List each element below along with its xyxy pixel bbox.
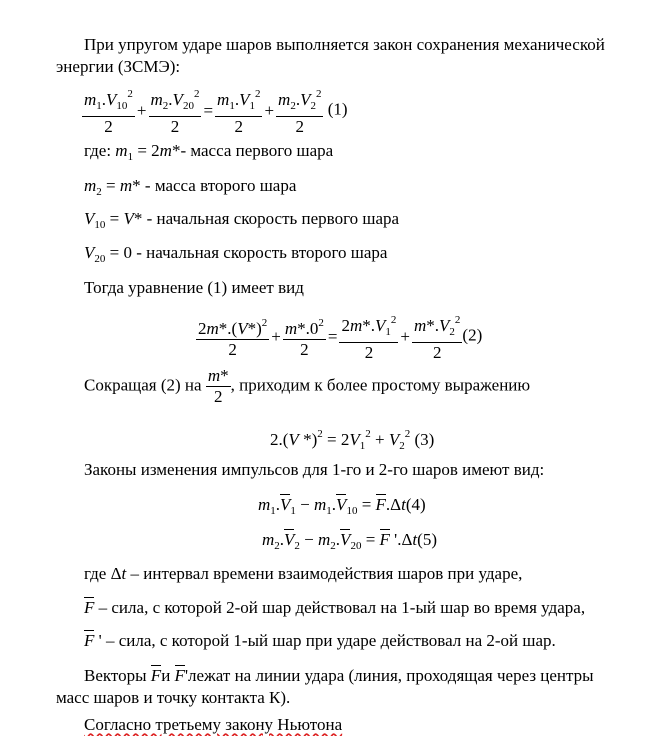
equation-label: (2) (462, 325, 483, 345)
equation-1: $\frac{m_1.V_{10}^2}{2}$ + $\frac{m_2.V_{20}^2}{2}$ = $\frac{m_1.V_1^2}{2}$ + $\frac{m_2.V_2^2}{2}$ (1) (84, 88, 348, 136)
definition-text: - масса второго шара (144, 176, 297, 195)
paragraph-line: Законы изменения импульсов для 1-го и 2-го шаров имеют вид: (84, 460, 545, 479)
vectors-suffix: лежат на линии удара (линия, проходящая через центры (188, 666, 594, 685)
paragraph-line: Тогда уравнение (1) имеет вид (84, 278, 304, 297)
newton-line (84, 714, 342, 736)
equation-label: (1) (327, 99, 348, 119)
paragraph-line: При упругом ударе шаров выполняется закон сохранения механической (84, 35, 605, 54)
vectors-and: и (161, 666, 171, 685)
definition-m1: где: $m_1 = 2m*-$ масса первого шара (84, 141, 334, 163)
definition-F-prime: F ' – сила, с которой 1-ый шар при ударе действовал на 2-ой шар. (84, 631, 556, 650)
definition-text: - начальная скорость первого шара (146, 209, 400, 228)
reduce-suffix: , приходим к более простому выражению (230, 375, 531, 395)
vectors-line: Векторы Fи F'лежат на линии удара (линия, проходящая через центры (84, 666, 594, 685)
paragraph-line: энергии (ЗСМЭ): (56, 57, 181, 76)
paragraph-line: масс шаров и точку контакта К). (56, 688, 291, 707)
definition-v20: $V_{20} = 0$ - начальная скорость второго шара (84, 243, 388, 265)
definition-text: – сила, с которой 1-ый шар при ударе действовал на 2-ой шар. (101, 631, 556, 650)
where-prefix: где: (84, 141, 112, 160)
definition-text: - масса первого шара (180, 141, 334, 160)
spellcheck-underlined-text: Согласно третьему закону Ньютона (84, 715, 343, 734)
definition-text: – сила, с которой 2-ой шар действовал на 1-ый шар во время удара, (94, 598, 586, 617)
definition-text: – интервал времени взаимодействия шаров при ударе, (126, 564, 523, 583)
equation-2: $\frac{2m*.(V*)^2}{2}$ + $\frac{m*.0^2}{2}$ = $\frac{2m*.V_1^2}{2}$ + $\frac{m*.V_2^2}{2}$ (2) (198, 314, 483, 362)
equation-label: (3) (414, 430, 435, 449)
equation-label: (4) (405, 495, 426, 514)
reduce-prefix: Сокращая (2) на (84, 375, 202, 395)
reduce-line: Сокращая (2) на $\frac{m*}{2}$ , приходим к более простому выражению (84, 366, 531, 406)
equation-4: $m_1.V_1 - m_1.V_{10} = F.\Delta t(4)$ (258, 495, 426, 517)
equation-3: 2.(V $*)^2 = 2V_1^2 + V_2^2$ (3) (270, 428, 435, 452)
dt-prefix: где (84, 564, 107, 583)
vectors-prefix: Векторы (84, 666, 147, 685)
definition-F: F – сила, с которой 2-ой шар действовал на 1-ый шар во время удара, (84, 598, 586, 617)
definition-text: - начальная скорость второго шара (131, 243, 388, 262)
equation-5: $m_2.V_2 - m_2.V_{20} = F$ '.Δt(5) (262, 530, 437, 552)
equation-label: (5) (417, 530, 437, 549)
definition-v10: $V_{10} = V*$ - начальная скорость первого шара (84, 209, 400, 231)
definition-m2: $m_2 = m*$ - масса второго шара (84, 176, 297, 198)
definition-dt: где Δt – интервал времени взаимодействия шаров при ударе, (84, 564, 523, 583)
